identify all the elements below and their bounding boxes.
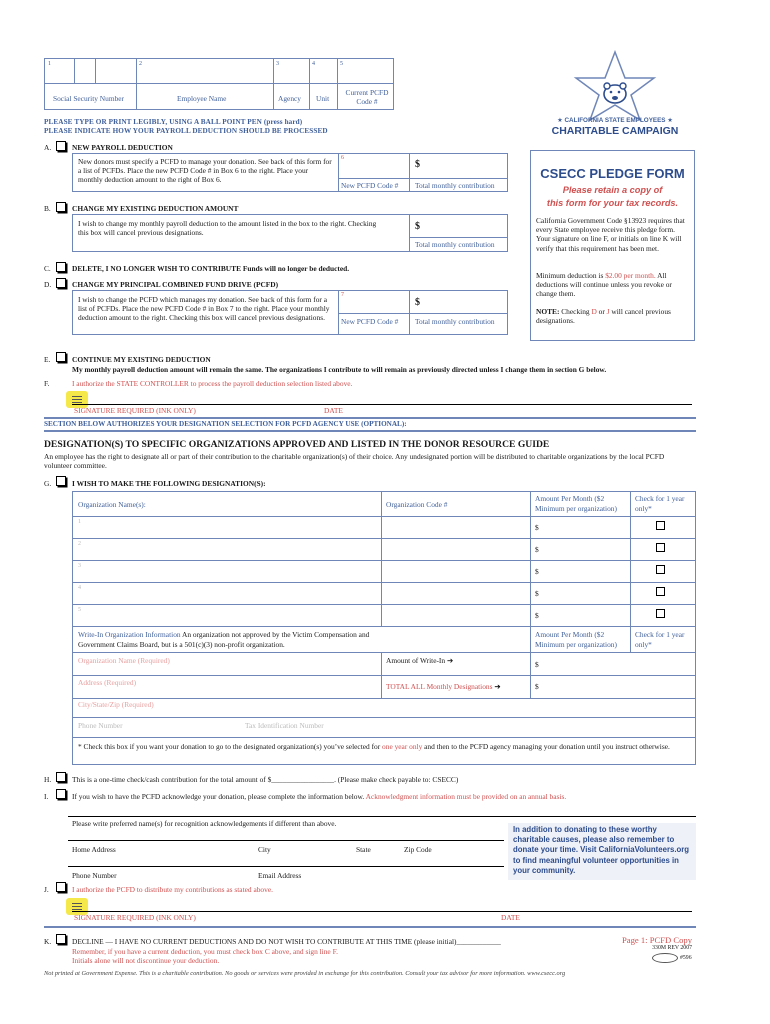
- section-f-text: I authorize the STATE CONTROLLER to process the payroll deduction selection listed above.: [72, 379, 353, 388]
- section-g-letter: G.: [44, 479, 52, 488]
- divider-k: [44, 926, 696, 928]
- section-i-letter: I.: [44, 792, 49, 801]
- section-e-text: My monthly payroll deduction amount will remain the same. The organizations I contribute to will remain as previously directed unless I change them in section G below.: [72, 365, 607, 374]
- total-dollar: $: [535, 682, 539, 691]
- section-a-text: New donors must specify a PCFD to manage your donation. See back of this form for a list of PCFDs. Place the new PCFD Code # in Box 6 to the right. Place your monthly deduction amount to the right of Box 6.: [78, 157, 332, 184]
- row-dollar: $: [535, 567, 539, 576]
- section-k-text: DECLINE — I HAVE NO CURRENT DEDUCTIONS AND DO NOT WISH TO CONTRIBUTE AT THIS TIME (please initial)____________: [72, 937, 501, 946]
- row-num: 3: [78, 563, 81, 569]
- writein-city[interactable]: City/State/Zip (Required): [78, 700, 154, 709]
- section-a-dollar: $: [415, 159, 420, 170]
- note-pre: Checking: [559, 307, 592, 316]
- col-amount: Amount Per Month ($2 Minimum per organization): [535, 494, 617, 513]
- writein-col-check: Check for 1 year only*: [635, 630, 685, 649]
- box-num-1: 1: [48, 61, 51, 67]
- section-k-red-2: Initials alone will not discontinue your deduction.: [72, 956, 220, 965]
- agency-label: Agency: [278, 94, 301, 103]
- section-i-main: If you wish to have the PCFD acknowledge your donation, please complete the information below.: [72, 792, 366, 801]
- header-id-boxes: [44, 58, 394, 110]
- col-org-code: Organization Code #: [386, 500, 448, 509]
- section-d-title: CHANGE MY PRINCIPAL COMBINED FUND DRIVE (PCFD): [72, 280, 279, 289]
- section-k-checkbox[interactable]: [56, 934, 66, 944]
- section-j-letter: J.: [44, 885, 49, 894]
- one-year-checkbox[interactable]: [656, 565, 665, 574]
- section-g-title: I WISH TO MAKE THE FOLLOWING DESIGNATION(S):: [72, 479, 266, 488]
- section-d-code-label: New PCFD Code #: [341, 317, 399, 326]
- row-num: 5: [78, 607, 81, 613]
- section-d-total-label: Total monthly contribution: [415, 317, 495, 326]
- section-j-date-label[interactable]: DATE: [501, 913, 520, 922]
- arrow-right-icon: ➔: [494, 682, 501, 691]
- footnote-post: and then to the PCFD agency managing your donation until you instruct otherwise.: [422, 742, 670, 751]
- note-j: J: [606, 307, 610, 316]
- min-post: All deductions will continue unless you revoke or change them.: [536, 271, 672, 299]
- section-d-letter: D.: [44, 280, 52, 289]
- section-h-text: This is a one-time check/cash contribution for the total amount of $_________________. (Please make check payable to: CSECC): [72, 775, 459, 784]
- section-k-letter: K.: [44, 937, 52, 946]
- writein-phone[interactable]: Phone Number: [78, 721, 123, 730]
- section-e-letter: E.: [44, 355, 51, 364]
- section-d-text: I wish to change the PCFD which manages my donation. See back of this form for a list of PCFDs. Place the new PCFD Code # in Box 7 to the right. Place your monthly deduction amount to the right. Checking this box will cancel previous designations.: [78, 295, 330, 322]
- section-k-red-1: Remember, if you have a current deduction, you must check box C above, and sign line F.: [72, 947, 338, 956]
- footer-text: Not printed at Government Expense. This is a charitable contribution. No goods or services were provided in exchange for this contribution. Consult your tax advisor for more information. www.csecc.org: [44, 970, 566, 977]
- total-all-text: TOTAL ALL Monthly Designations: [386, 682, 493, 691]
- section-c-letter: C.: [44, 264, 51, 273]
- section-a-letter: A.: [44, 143, 52, 152]
- section-b-total-label: Total monthly contribution: [415, 240, 495, 249]
- box-num-5: 5: [340, 61, 343, 67]
- section-e-title: CONTINUE MY EXISTING DEDUCTION: [72, 355, 211, 364]
- retain-line-2: this form for your tax records.: [546, 198, 679, 208]
- writein-description: [78, 630, 388, 649]
- section-d-checkbox[interactable]: [56, 278, 66, 288]
- section-f-letter: F.: [44, 379, 50, 388]
- rev-label: 330M REV 2007: [652, 945, 692, 951]
- section-b-checkbox[interactable]: [56, 202, 66, 212]
- section-e-checkbox[interactable]: [56, 352, 66, 362]
- form-number: #596: [680, 955, 692, 961]
- one-year-checkbox[interactable]: [656, 543, 665, 552]
- logo-arc-text: ★ CALIFORNIA STATE EMPLOYEES ★: [557, 117, 673, 124]
- total-all-label: [386, 682, 501, 691]
- section-a-checkbox[interactable]: [56, 141, 66, 151]
- section-f-date-label[interactable]: DATE: [324, 406, 343, 415]
- min-pre: Minimum deduction is: [536, 271, 606, 280]
- row-dollar: $: [535, 611, 539, 620]
- writein-title: Write-In Organization Information: [78, 630, 181, 639]
- section-b-text: I wish to change my monthly payroll deduction to the amount listed in the box to the right. Checking this box will cancel previous designations.: [78, 219, 377, 237]
- section-j-text: I authorize the PCFD to distribute my contributions as stated above.: [72, 885, 273, 894]
- section-divider-bottom: [44, 430, 696, 432]
- min-amount: $2.00 per month.: [605, 271, 656, 280]
- section-a-total-label: Total monthly contribution: [415, 181, 495, 190]
- note-paragraph: [536, 307, 688, 325]
- section-divider-top: [44, 417, 696, 419]
- section-h-checkbox[interactable]: [56, 772, 66, 782]
- section-i-text: [72, 792, 566, 801]
- section-b-title: CHANGE MY EXISTING DEDUCTION AMOUNT: [72, 204, 239, 213]
- section-a-code-label: New PCFD Code #: [341, 181, 399, 190]
- csecc-logo: [540, 50, 690, 140]
- box-num-4: 4: [312, 61, 315, 67]
- ack-phone-label: Phone Number: [72, 871, 117, 880]
- designations-text: An employee has the right to designate all or part of their contribution to the charitable organization(s) of their choice. Any undesignated portion will be distributed to charitable organizations by the local PCFD volunteer committee.: [44, 452, 665, 470]
- pledge-form-title: CSECC PLEDGE FORM: [540, 166, 685, 181]
- row-num: 4: [78, 585, 81, 591]
- writein-dollar: $: [535, 660, 539, 669]
- writein-text: An organization not approved by the Victim Compensation and Government Claims Board, but is a 501(c)(3) non-profit organization.: [78, 630, 370, 649]
- section-i-checkbox[interactable]: [56, 789, 66, 799]
- employee-name-label: Employee Name: [177, 94, 227, 103]
- col-check: Check for 1 year only*: [635, 494, 685, 513]
- retain-line-1: Please retain a copy of: [562, 185, 663, 195]
- ack-home-label: Home Address: [72, 845, 116, 854]
- ack-state-label: State: [356, 845, 371, 854]
- designation-table: [72, 491, 696, 765]
- section-f-signature-label[interactable]: SIGNATURE REQUIRED (INK ONLY): [74, 406, 196, 415]
- note-post: will cancel previous designations.: [536, 307, 671, 326]
- writein-address[interactable]: Address (Required): [78, 678, 137, 687]
- section-g-checkbox[interactable]: [56, 476, 66, 486]
- one-year-checkbox[interactable]: [656, 587, 665, 596]
- gov-code-paragraph: California Government Code §13923 requires that every State employee receive this pledge form. Your signature on line F, or initials on line K will verify that this requirement has been met.: [536, 216, 685, 253]
- section-b-letter: B.: [44, 204, 51, 213]
- writein-tax-id[interactable]: Tax Identification Number: [245, 721, 324, 730]
- note-label: NOTE:: [536, 307, 560, 316]
- one-year-footnote: [78, 742, 678, 752]
- note-or: or: [596, 307, 607, 316]
- one-year-checkbox[interactable]: [656, 521, 665, 530]
- minimum-deduction-paragraph: [536, 271, 688, 299]
- writein-col-amount: Amount Per Month ($2 Minimum per organization): [535, 630, 617, 649]
- section-b-dollar: $: [415, 221, 420, 232]
- instruction-line-2: PLEASE INDICATE HOW YOUR PAYROLL DEDUCTION SHOULD BE PROCESSED: [44, 127, 328, 135]
- section-d-box-num: 7: [341, 292, 344, 298]
- arrow-right-icon: ➔: [446, 656, 454, 665]
- section-a-title: NEW PAYROLL DEDUCTION: [72, 143, 173, 152]
- amount-writein-text: Amount of Write-In: [386, 656, 446, 665]
- writein-org-name[interactable]: Organization Name (Required): [78, 656, 170, 665]
- copy-label: Page 1: PCFD Copy: [622, 935, 692, 945]
- star-logo-icon: [540, 50, 690, 122]
- footnote-red: one year only: [382, 742, 423, 751]
- ssn-label: Social Security Number: [53, 94, 125, 103]
- section-d-dollar: $: [415, 297, 420, 308]
- section-a-box-num: 6: [341, 155, 344, 161]
- one-year-checkbox[interactable]: [656, 609, 665, 618]
- row-dollar: $: [535, 589, 539, 598]
- box-num-3: 3: [276, 61, 279, 67]
- ack-city-label: City: [258, 845, 271, 854]
- section-j-signature-label[interactable]: SIGNATURE REQUIRED (INK ONLY): [74, 913, 196, 922]
- row-num: 1: [78, 519, 81, 525]
- ack-zip-label: Zip Code: [404, 845, 432, 854]
- row-dollar: $: [535, 523, 539, 532]
- unit-label: Unit: [316, 94, 330, 103]
- volunteer-box: In addition to donating to these worthy charitable causes, please also remember to donate your time. Visit CaliforniaVolunteers.org to find meaningful volunteer opportunities in your community.: [508, 823, 696, 880]
- instruction-line-1: PLEASE TYPE OR PRINT LEGIBLY, USING A BALL POINT PEN (press hard): [44, 118, 303, 126]
- row-dollar: $: [535, 545, 539, 554]
- section-h-letter: H.: [44, 775, 52, 784]
- designations-heading: DESIGNATION(S) TO SPECIFIC ORGANIZATIONS APPROVED AND LISTED IN THE DONOR RESOURCE GUIDE: [44, 439, 550, 450]
- section-below-text: SECTION BELOW AUTHORIZES YOUR DESIGNATION SELECTION FOR PCFD AGENCY USE (OPTIONAL):: [44, 420, 407, 428]
- ack-email-label: Email Address: [258, 871, 302, 880]
- box-num-2: 2: [139, 61, 142, 67]
- footnote-pre: * Check this box if you want your donation to go to the designated organization(s) you’ve selected for: [78, 742, 383, 751]
- current-pcfd-label: Current PCFD Code #: [345, 88, 389, 106]
- row-num: 2: [78, 541, 81, 547]
- section-i-red: Acknowledgment information must be provided on an annual basis.: [365, 792, 567, 801]
- note-d: D: [591, 307, 597, 316]
- amount-of-writein-label: [386, 656, 453, 665]
- ack-names-label: Please write preferred name(s) for recognition acknowledgements if different than above.: [72, 819, 337, 828]
- col-org-name: Organization Name(s):: [78, 500, 146, 509]
- section-j-checkbox[interactable]: [56, 882, 66, 892]
- union-bug-icon: [652, 953, 678, 963]
- logo-campaign-text: CHARITABLE CAMPAIGN: [551, 125, 679, 137]
- section-c-title: DELETE, I NO LONGER WISH TO CONTRIBUTE Funds will no longer be deducted.: [72, 264, 350, 273]
- section-c-checkbox[interactable]: [56, 262, 66, 272]
